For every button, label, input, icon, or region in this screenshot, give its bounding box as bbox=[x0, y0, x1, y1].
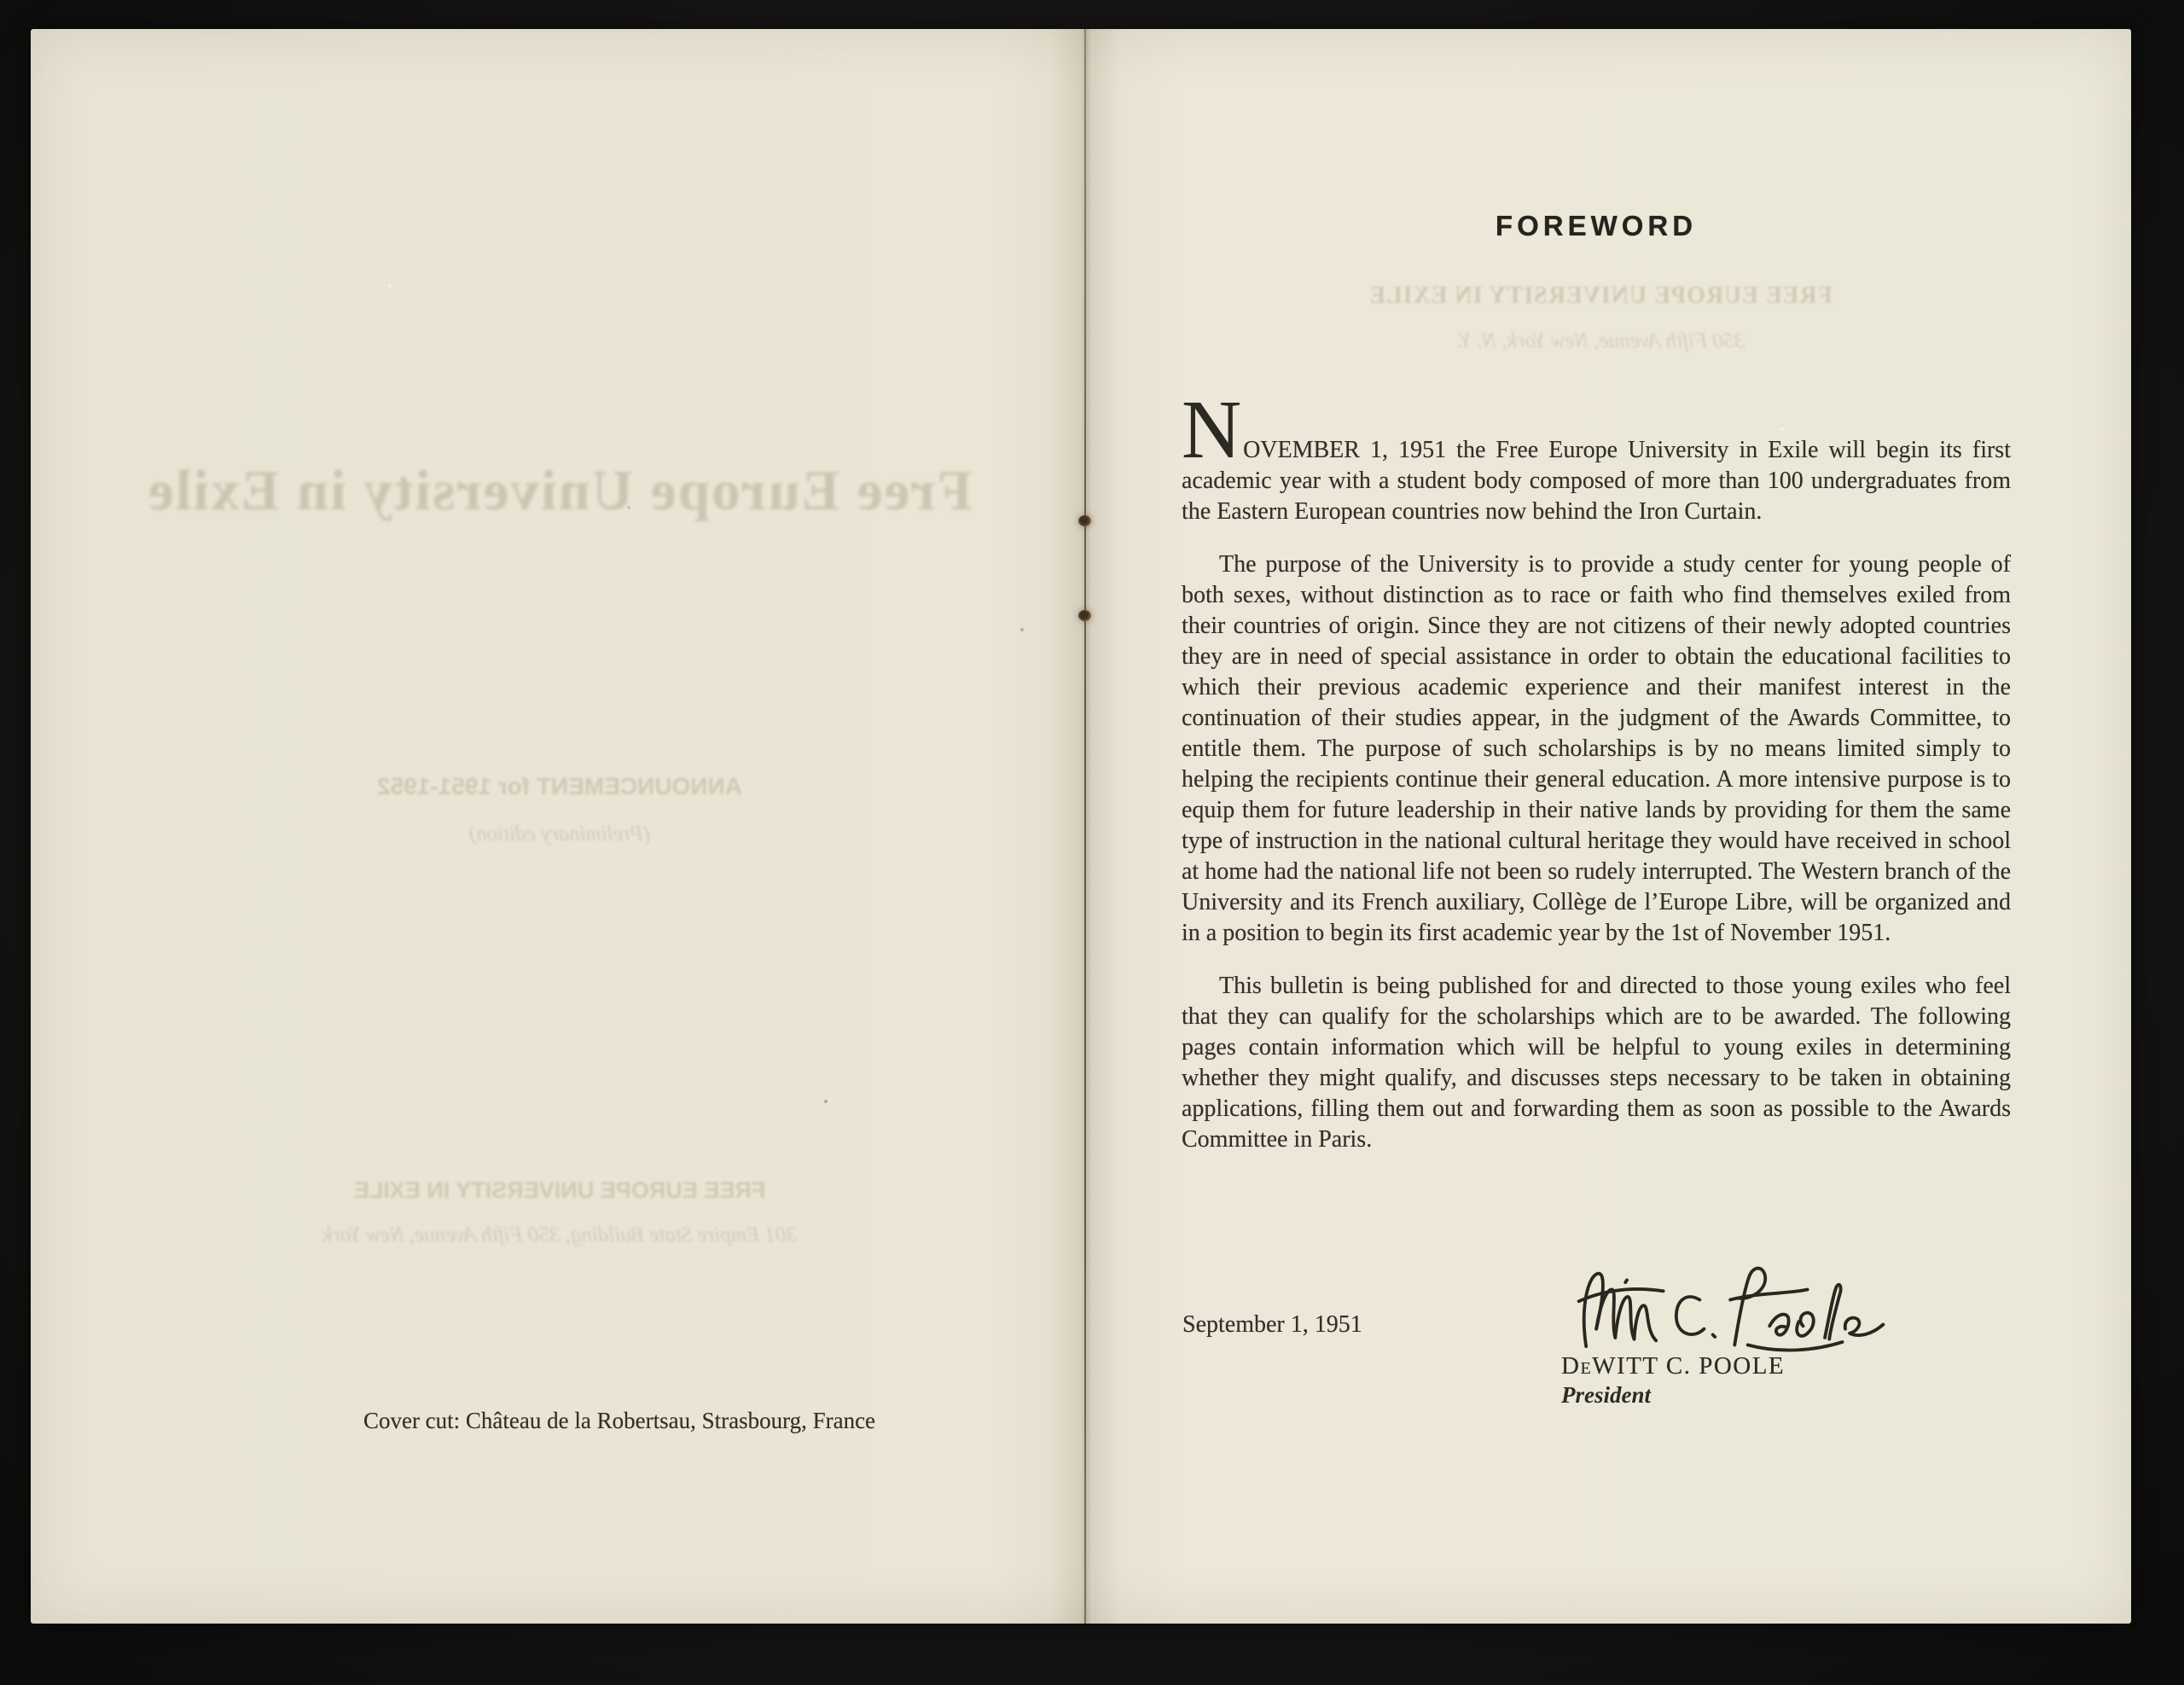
foreword-paragraph-1 bbox=[1182, 384, 2011, 527]
binding-gutter bbox=[1084, 29, 1086, 1624]
signature-ink bbox=[1556, 1258, 1906, 1367]
stitch-hole-top bbox=[1078, 515, 1091, 526]
date-line: September 1, 1951 bbox=[1182, 1311, 1362, 1338]
foreword-paragraph-3: This bulletin is being published for and directed to those young exiles who feel that they can qualify for the scholarships which are to be awarded. The following pages contain information which will be helpful to young exiles in determining whether they might qualify, and discusses steps necessary to be taken in obtaining applications, filling them out and forwarding them as soon as possible to the Awards Committee in Paris. bbox=[1182, 973, 2011, 1153]
drop-initial: N bbox=[1182, 384, 1244, 475]
showthrough-organization-address: 301 Empire State Building, 350 Fifth Avenue, New York bbox=[322, 1223, 797, 1246]
open-booklet bbox=[31, 29, 2131, 1624]
showthrough-organization-name-right: FREE EUROPE UNIVERSITY IN EXILE bbox=[1368, 282, 1833, 309]
cover-cut-caption: Cover cut: Château de la Robertsau, Strasbourg, France bbox=[363, 1408, 876, 1433]
foreword-heading: FOREWORD bbox=[1495, 210, 1698, 241]
showthrough-organization-address-right: 350 Fifth Avenue, New York, N. Y. bbox=[1456, 329, 1745, 352]
showthrough-preliminary-edition: (Preliminary edition) bbox=[468, 822, 651, 845]
showthrough-organization-name: FREE EUROPE UNIVERSITY IN EXILE bbox=[353, 1177, 766, 1203]
foreword-body bbox=[1182, 384, 2011, 1177]
foreword-paragraph-1-text: OVEMBER 1, 1951 the Free Europe University in Exile will begin its first academic year with a student body composed of more than 100 undergraduates from the Eastern European countries now behind the Iron Curtain. bbox=[1182, 437, 2011, 525]
signatory-title: President bbox=[1561, 1382, 1651, 1408]
showthrough-cover-title: Free Europe University in Exile bbox=[147, 459, 973, 522]
showthrough-announcement: ANNOUNCEMENT for 1951-1952 bbox=[377, 773, 742, 799]
foreword-paragraph-2: The purpose of the University is to provide a study center for young people of both sexes, without distinction as to race or faith who find themselves exiled from their countries of origin. Since they are not citizens of their newly adopted countries they are in need of special assistance in order to obtain the educational facilities to which their previous academic experience and their manifest interest in the continuation of their studies appear, in the judgment of the Awards Committee, to entitle them. The purpose of such scholarships is by no means limited simply to helping the recipients continue their general education. A more intensive purpose is to equip them for future leadership in their native lands by providing for them the same type of instruction in the national cultural heritage they would have received in school at home had the national life not been so rudely interrupted. The Western branch of the University and its French auxiliary, Collège de l’Europe Libre, will be organized and in a position to begin its first academic year by the 1st of November 1951. bbox=[1182, 551, 2011, 946]
stitch-hole-bottom bbox=[1078, 610, 1091, 621]
binding-gutter-shadow bbox=[1051, 29, 1121, 1624]
dust-specks bbox=[31, 29, 32, 31]
signatory-name: DeWITT C. POOLE bbox=[1561, 1352, 1786, 1380]
